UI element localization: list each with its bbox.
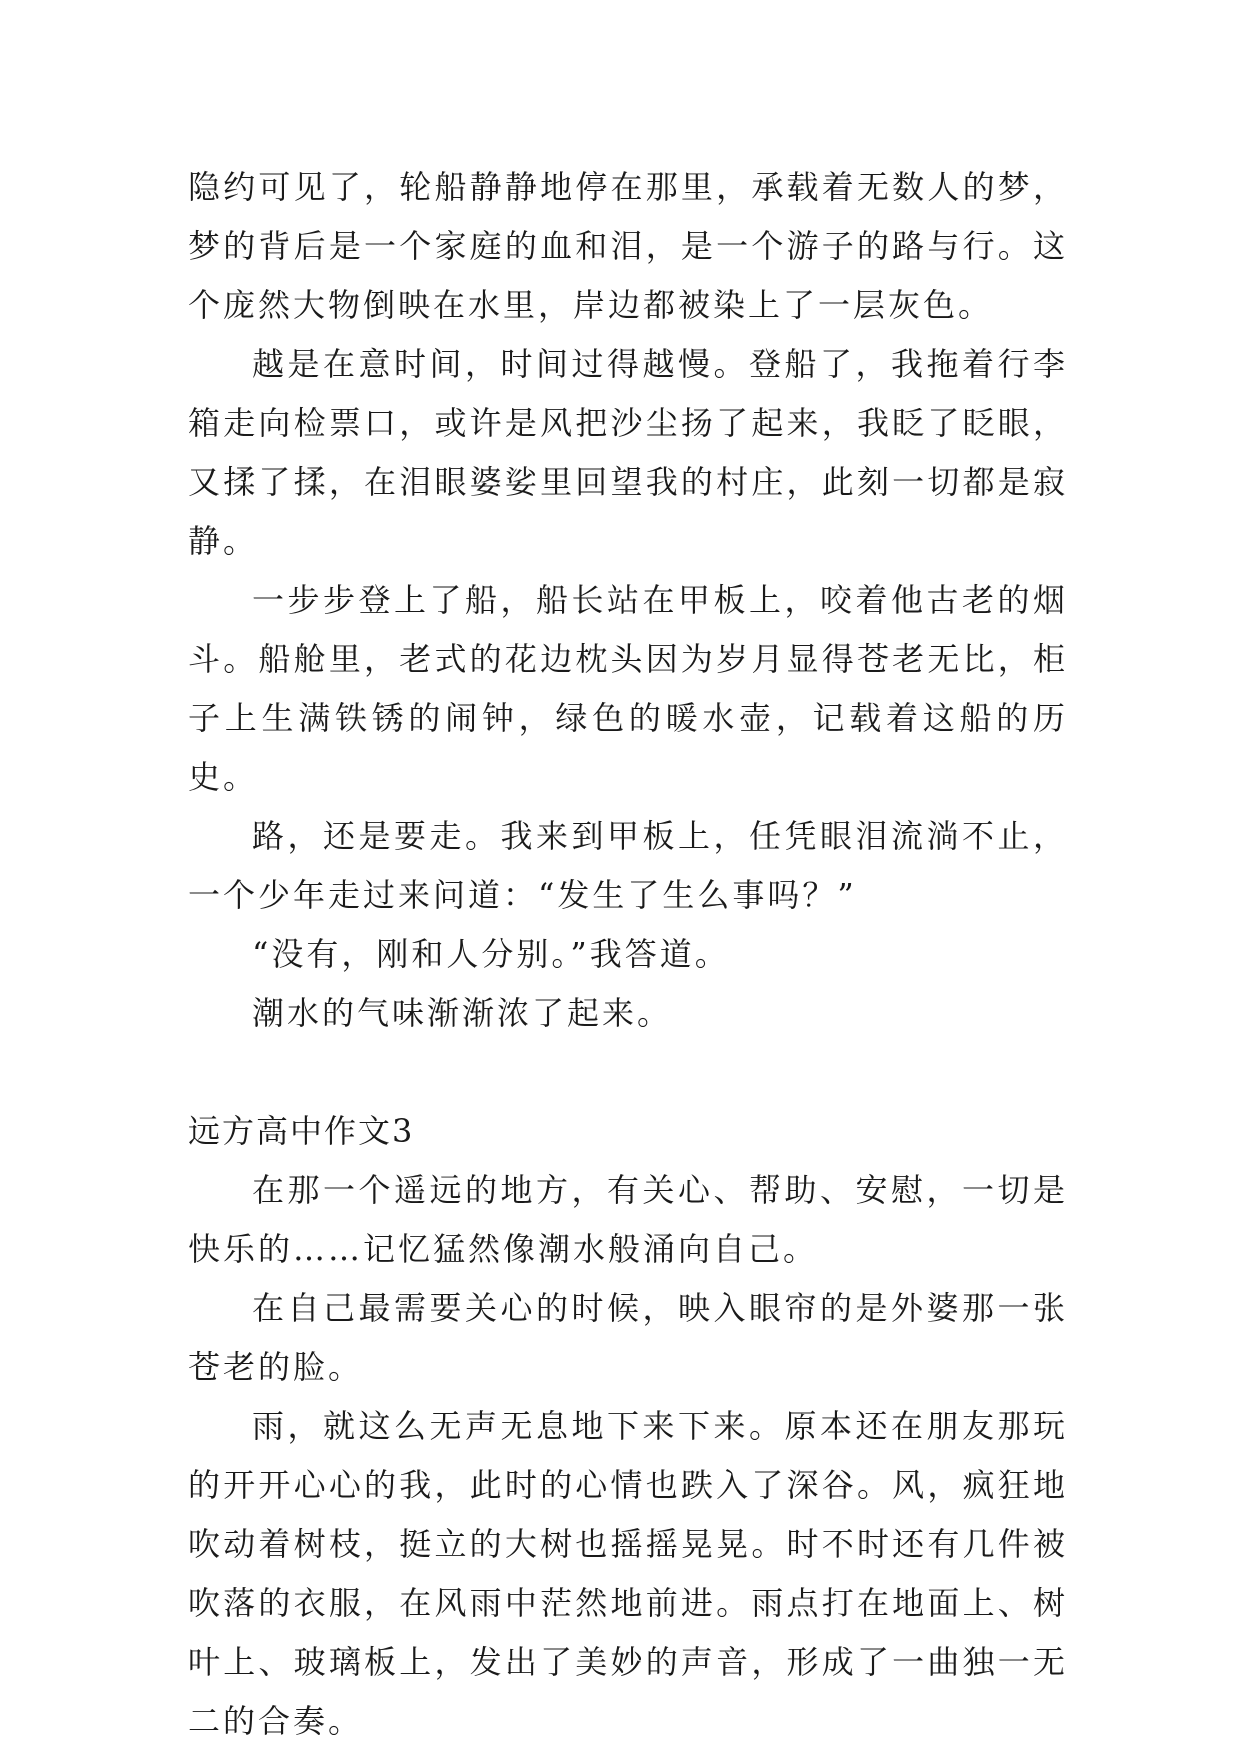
paragraph: 一步步登上了船，船长站在甲板上，咬着他古老的烟斗。船舱里，老式的花边枕头因为岁月显得苍老无比，柜子上生满铁锈的闹钟，绿色的暖水壶，记载着这船的历史。 [188, 581, 1068, 796]
paragraph: 在那一个遥远的地方，有关心、帮助、安慰，一切是快乐的……记忆猛然像潮水般涌向自己。 [188, 1171, 1068, 1268]
paragraph-dialogue: “没有，刚和人分别。”我答道。 [252, 935, 730, 973]
paragraph: 在自己最需要关心的时候，映入眼帘的是外婆那一张苍老的脸。 [188, 1289, 1068, 1386]
paragraph: 路，还是要走。我来到甲板上，任凭眼泪流淌不止，一个少年走过来问道：“发生了生么事吗？” [188, 817, 1068, 914]
paragraph: 雨，就这么无声无息地下来下来。原本还在朋友那玩的开开心心的我，此时的心情也跌入了深谷。风，疯狂地吹动着树枝，挺立的大树也摇摇晃晃。时不时还有几件被吹落的衣服，在风雨中茫然地前进。雨点打在地面上、树叶上、玻璃板上，发出了美妙的声音，形成了一曲独一无二的合奏。 [188, 1407, 1068, 1740]
paragraph-continued: 隐约可见了，轮船静静地停在那里，承载着无数人的梦，梦的背后是一个家庭的血和泪，是一个游子的路与行。这个庞然大物倒映在水里，岸边都被染上了一层灰色。 [188, 168, 1068, 324]
document-body [188, 158, 1068, 1751]
section-title: 远方高中作文3 [188, 1112, 415, 1150]
paragraph: 潮水的气味渐渐浓了起来。 [252, 994, 673, 1032]
paragraph: 越是在意时间，时间过得越慢。登船了，我拖着行李箱走向检票口，或许是风把沙尘扬了起来，我眨了眨眼，又揉了揉，在泪眼婆娑里回望我的村庄，此刻一切都是寂静。 [188, 345, 1068, 560]
